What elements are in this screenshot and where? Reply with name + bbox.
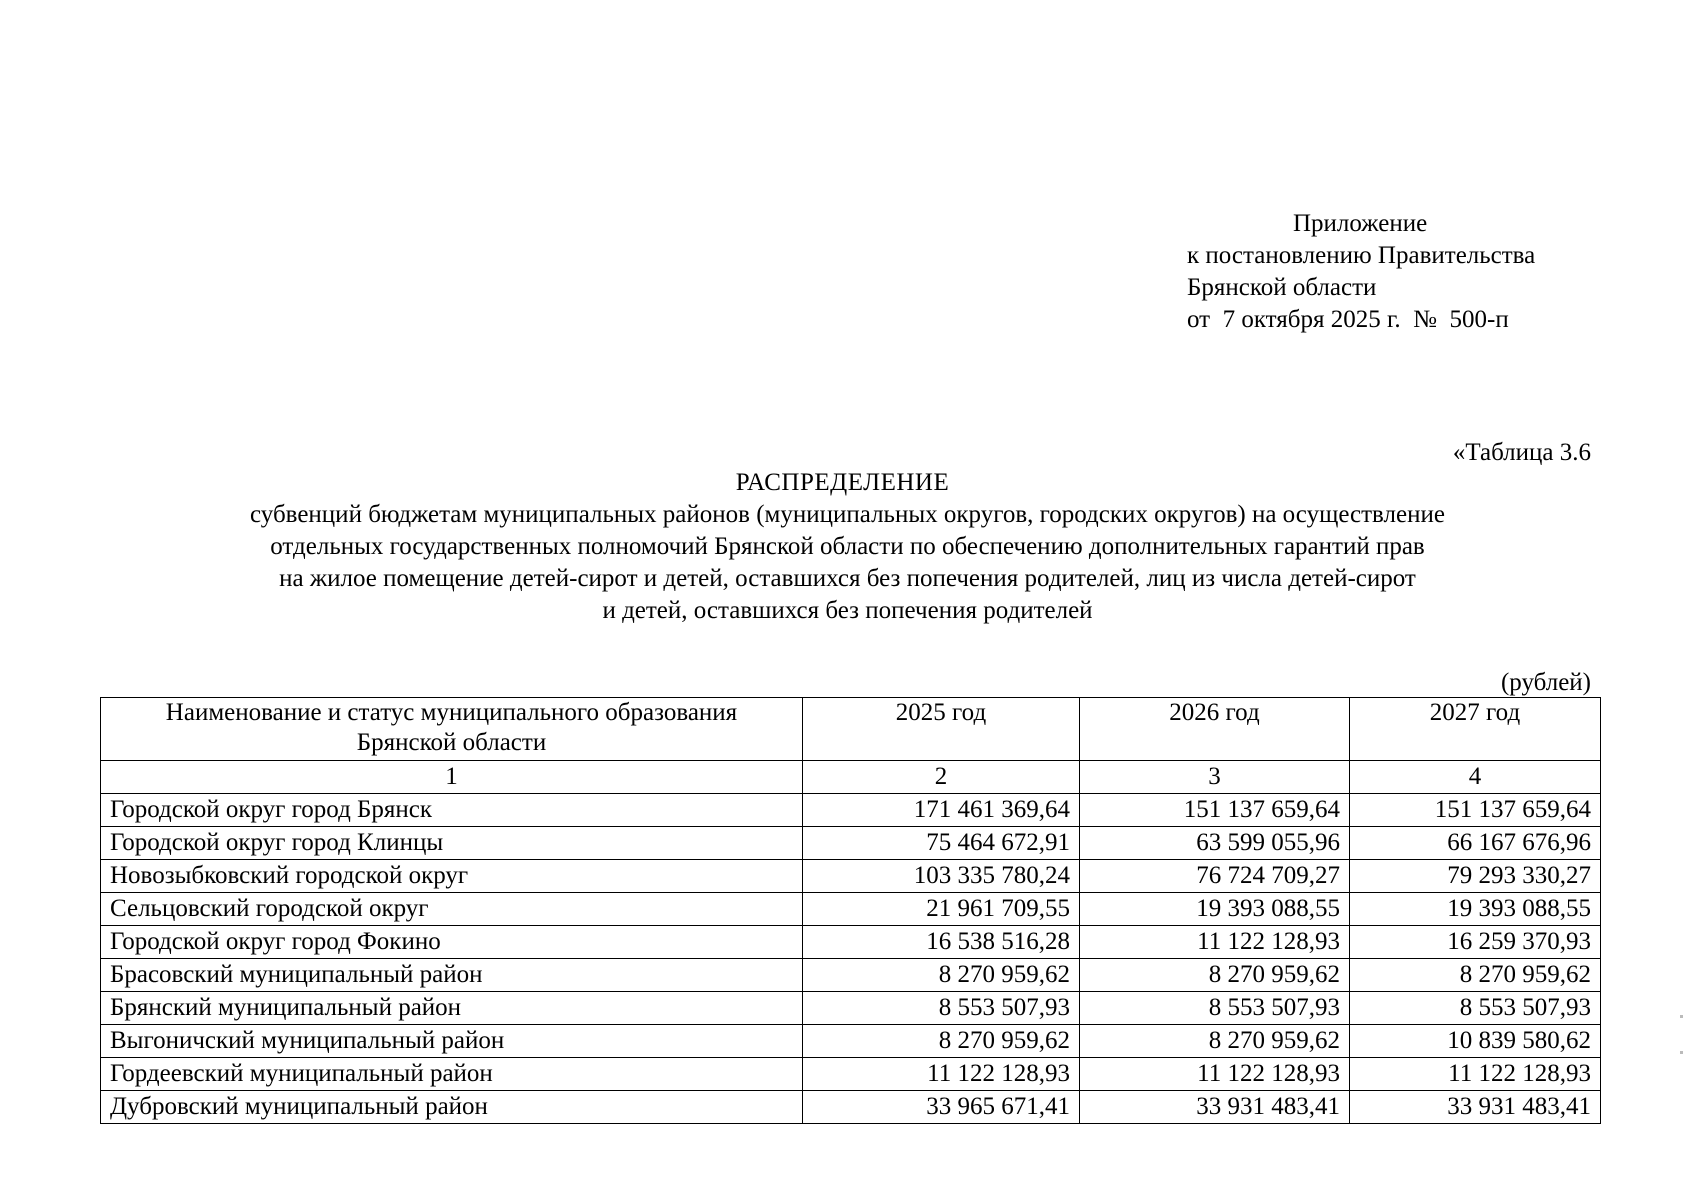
value-2027: 66 167 676,96: [1350, 827, 1601, 860]
subtitle-line: субвенций бюджетам муниципальных районов (муниципальных округов, городских округов) на осуществление: [250, 501, 1445, 528]
column-number: 1: [101, 761, 803, 794]
value-2026: 8 270 959,62: [1080, 1025, 1350, 1058]
table-row: [101, 1025, 1601, 1058]
column-number: 4: [1350, 761, 1601, 794]
units-label: (рублей): [1500, 669, 1591, 696]
column-number-row: [101, 761, 1601, 794]
value-2025: 8 553 507,93: [803, 992, 1080, 1025]
value-2025: 103 335 780,24: [803, 860, 1080, 893]
table-row: [101, 926, 1601, 959]
table-row: [101, 1058, 1601, 1091]
municipality-name: Сельцовский городской округ: [101, 893, 803, 926]
column-number: 2: [803, 761, 1080, 794]
table-row: [101, 992, 1601, 1025]
header-name-column: [101, 698, 803, 761]
municipality-name: Выгоничский муниципальный район: [101, 1025, 803, 1058]
value-2026: 33 931 483,41: [1080, 1091, 1350, 1124]
table-header-row: [101, 698, 1601, 761]
municipality-name: Новозыбковский городской округ: [101, 860, 803, 893]
value-2027: 19 393 088,55: [1350, 893, 1601, 926]
value-2027: 33 931 483,41: [1350, 1091, 1601, 1124]
table-row: [101, 827, 1601, 860]
subtitle-line: на жилое помещение детей-сирот и детей, оставшихся без попечения родителей, лиц из числа детей-сирот: [279, 565, 1416, 592]
value-2027: 79 293 330,27: [1350, 860, 1601, 893]
value-2027: 151 137 659,64: [1350, 794, 1601, 827]
value-2026: 151 137 659,64: [1080, 794, 1350, 827]
value-2026: 11 122 128,93: [1080, 1058, 1350, 1091]
table-row: [101, 1091, 1601, 1124]
value-2027: 10 839 580,62: [1350, 1025, 1601, 1058]
municipality-name: Гордеевский муниципальный район: [101, 1058, 803, 1091]
document-heading: [0, 467, 1695, 627]
header-year-2025: 2025 год: [803, 698, 1080, 761]
value-2025: 21 961 709,55: [803, 893, 1080, 926]
appendix-line-3: от 7 октября 2025 г. № 500-п: [1187, 306, 1509, 333]
municipality-name: Городской округ город Брянск: [101, 794, 803, 827]
value-2025: 33 965 671,41: [803, 1091, 1080, 1124]
value-2027: 11 122 128,93: [1350, 1058, 1601, 1091]
value-2027: 8 270 959,62: [1350, 959, 1601, 992]
scan-speck: [1680, 1051, 1683, 1054]
scan-speck: [1680, 1015, 1683, 1018]
subtitle-line: отдельных государственных полномочий Брянской области по обеспечению дополнительных гарантий прав: [270, 533, 1425, 560]
value-2025: 8 270 959,62: [803, 1025, 1080, 1058]
header-year-2027: 2027 год: [1350, 698, 1601, 761]
distribution-table: [100, 697, 1601, 1124]
municipality-name: Брасовский муниципальный район: [101, 959, 803, 992]
value-2026: 8 553 507,93: [1080, 992, 1350, 1025]
value-2025: 8 270 959,62: [803, 959, 1080, 992]
value-2025: 75 464 672,91: [803, 827, 1080, 860]
value-2026: 11 122 128,93: [1080, 926, 1350, 959]
value-2027: 16 259 370,93: [1350, 926, 1601, 959]
header-name-line-1: Наименование и статус муниципального образования: [165, 699, 738, 726]
header-year-2026: 2026 год: [1080, 698, 1350, 761]
value-2025: 11 122 128,93: [803, 1058, 1080, 1091]
value-2027: 8 553 507,93: [1350, 992, 1601, 1025]
value-2026: 76 724 709,27: [1080, 860, 1350, 893]
appendix-title: Приложение: [1293, 210, 1428, 237]
municipality-name: Городской округ город Фокино: [101, 926, 803, 959]
table-row: [101, 860, 1601, 893]
appendix-line-2: Брянской области: [1187, 274, 1377, 301]
municipality-name: Брянский муниципальный район: [101, 992, 803, 1025]
value-2026: 19 393 088,55: [1080, 893, 1350, 926]
header-name-line-2: Брянской области: [356, 729, 547, 756]
value-2025: 16 538 516,28: [803, 926, 1080, 959]
table-row: [101, 893, 1601, 926]
value-2026: 63 599 055,96: [1080, 827, 1350, 860]
subtitle-line: и детей, оставшихся без попечения родителей: [602, 597, 1093, 624]
value-2025: 171 461 369,64: [803, 794, 1080, 827]
table-row: [101, 959, 1601, 992]
table-number: «Таблица 3.6: [1452, 439, 1591, 466]
municipality-name: Дубровский муниципальный район: [101, 1091, 803, 1124]
table-row: [101, 794, 1601, 827]
municipality-name: Городской округ город Клинцы: [101, 827, 803, 860]
document-title: РАСПРЕДЕЛЕНИЕ: [735, 469, 950, 496]
column-number: 3: [1080, 761, 1350, 794]
value-2026: 8 270 959,62: [1080, 959, 1350, 992]
appendix-block: [1187, 208, 1535, 336]
appendix-line-1: к постановлению Правительства: [1187, 242, 1536, 269]
